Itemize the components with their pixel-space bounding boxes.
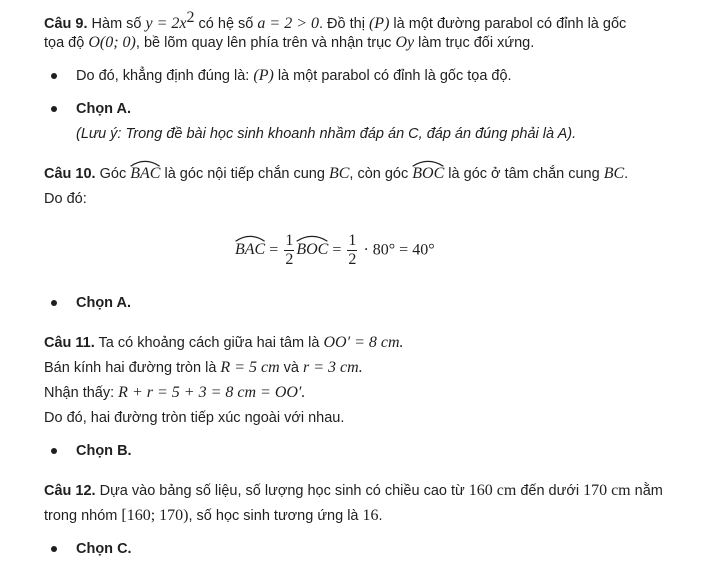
q10-line-1: Câu 10. Góc BAC là góc nội tiếp chắn cung BC, còn góc BOC là góc ở tâm chắn cung BC. xyxy=(44,164,628,184)
q11-line-2: Bán kính hai đường tròn là R = 5 cm và r = 3 cm. xyxy=(44,359,363,376)
bullet-dot xyxy=(51,448,57,454)
q10-line-2: Do đó: xyxy=(44,191,87,207)
q9-answer: Chọn A. xyxy=(76,101,132,117)
q9-bullet-statement: Do đó, khẳng định đúng là: (P) là một parabol có đỉnh là gốc tọa độ. xyxy=(76,67,512,84)
q11-line-3: Nhận thấy: R + r = 5 + 3 = 8 cm = OO′. xyxy=(44,384,306,401)
arc-bac-formula: BAC xyxy=(235,239,265,261)
q9-note: (Lưu ý: Trong đề bài học sinh khoanh nhầm đáp án C, đáp án đúng phải là A). xyxy=(76,126,577,142)
arc-bac: BAC xyxy=(130,164,160,184)
bullet-dot xyxy=(51,73,57,79)
q9-label: Câu 9. xyxy=(44,15,88,32)
arc-boc-formula: BOC xyxy=(296,239,328,261)
q12-line-2: trong nhóm [160; 170), số học sinh tương ứng là 16. xyxy=(44,507,383,524)
bullet-dot xyxy=(51,300,57,306)
q10-display-formula: BAC = $\frac{1}{2}$ BOC = $\frac{1}{2}$ · 80° = 40° xyxy=(235,232,435,268)
fraction-half: $\frac{1}{2}$ xyxy=(348,232,357,268)
q12-answer: Chọn C. xyxy=(76,541,132,557)
q9-line-2: tọa độ O(0; 0), bề lõm quay lên phía trên và nhận trục Oy làm trục đối xứng. xyxy=(44,34,535,51)
bullet-dot xyxy=(51,106,57,112)
q9-line-1: Câu 9. Hàm số $y = 2x^2$ có hệ số a = 2 > 0. Đồ thị (P) là một đường parabol có đỉnh là gốc xyxy=(44,9,627,32)
q10-label: Câu 10. xyxy=(44,166,96,182)
q12-line-1: Câu 12. Dựa vào bảng số liệu, số lượng học sinh có chiều cao từ 160 cm đến dưới 170 cm nằm xyxy=(44,482,663,499)
bullet-dot xyxy=(51,546,57,552)
q10-answer: Chọn A. xyxy=(76,295,132,311)
q11-label: Câu 11. xyxy=(44,335,95,351)
arc-boc: BOC xyxy=(412,164,444,184)
q11-line-1: Câu 11. Ta có khoảng cách giữa hai tâm là OO′ = 8 cm. xyxy=(44,334,404,351)
fraction-half: $\frac{1}{2}$ xyxy=(285,232,294,268)
q12-label: Câu 12. xyxy=(44,483,96,499)
q11-line-4: Do đó, hai đường tròn tiếp xúc ngoài với nhau. xyxy=(44,410,345,426)
q11-answer: Chọn B. xyxy=(76,443,132,459)
